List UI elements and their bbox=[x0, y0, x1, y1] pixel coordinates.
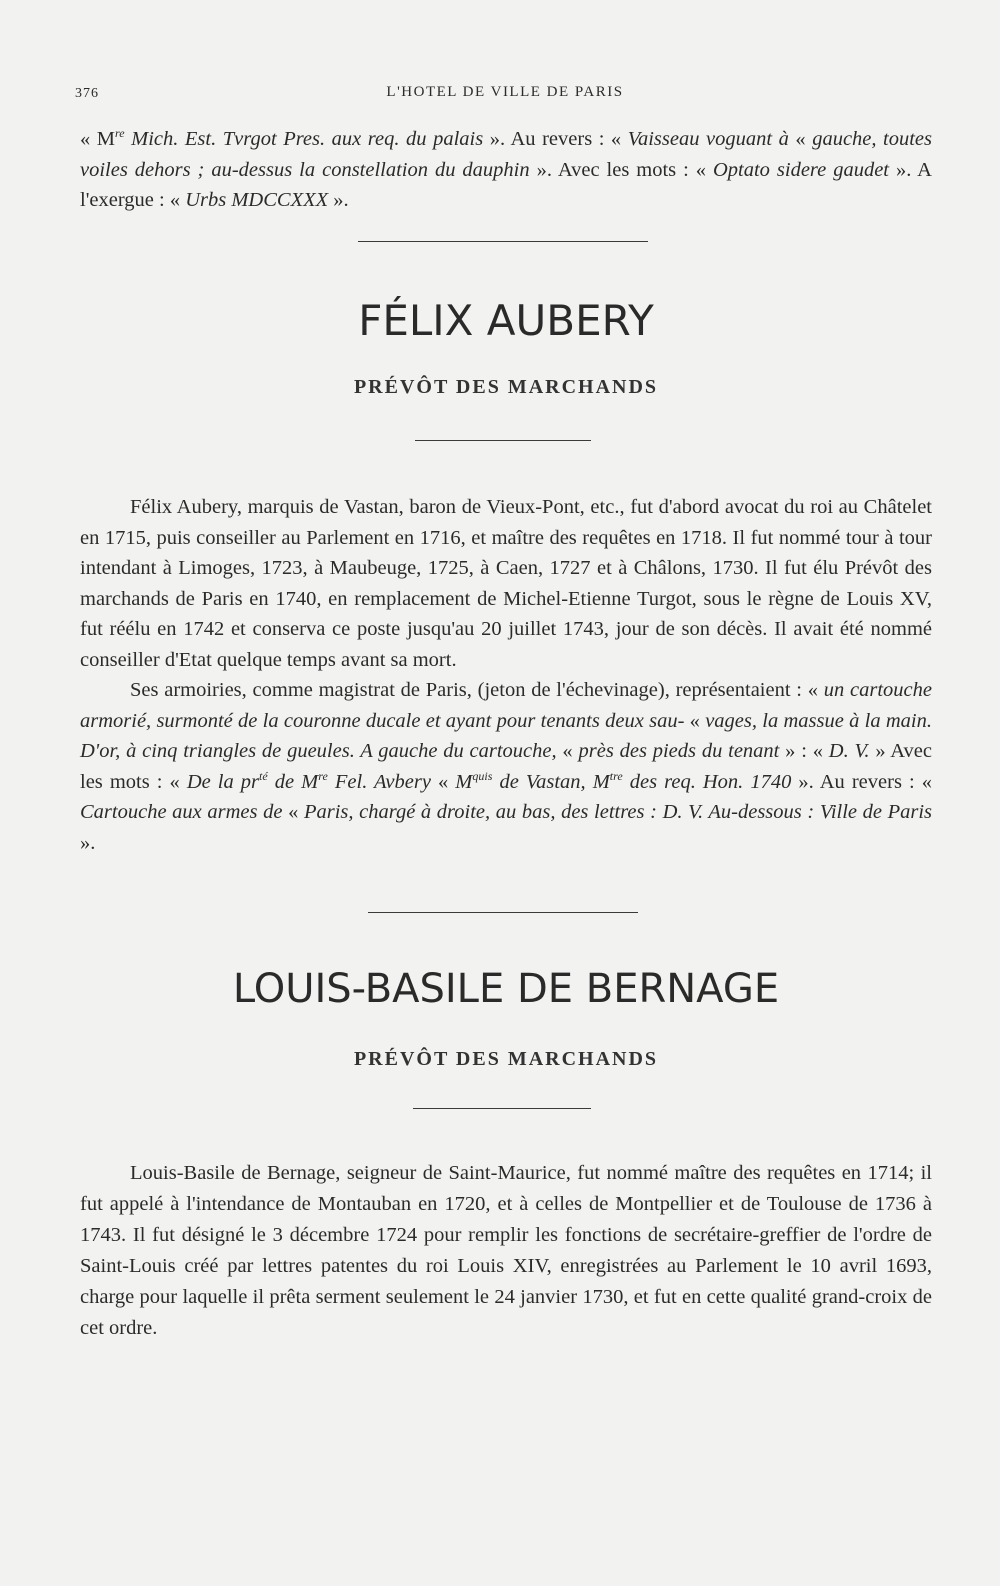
superscript: tre bbox=[609, 768, 623, 783]
paragraph-text: vages, la massue à la main. D'or, à cinq triangles de gueules. A gauche du cartouche, bbox=[80, 709, 933, 762]
section-subtitle: PRÉVÔT DES MARCHANDS bbox=[353, 376, 659, 398]
intro-text: « M bbox=[80, 128, 116, 150]
paragraph-text: Ses armoiries, comme magistrat de Paris, (jeton de l'échevinage), représentaient : « bbox=[130, 679, 824, 701]
intro-text: Optato sidere gaudet bbox=[712, 158, 889, 181]
paragraph: Louis-Basile de Bernage, seigneur de Saint-Maurice, fut nommé maître des requêtes en 1714; il fut appelé à l'intendance de Montauban en 1720, et à celles de Montpellier et de Toulouse de 1736 à 1743. Il fut désigné le 3 décembre 1724 pour remplir les fonctions de secrétaire-greffier de l'ordre de Saint-Louis créé par lettres patentes du roi Louis XIV, enregistrées au Parlement le 10 avril 1693, charge pour laquelle il prêta serment seulement le 24 janvier 1730, et fut en cette qualité grand-croix de cet ordre. bbox=[80, 1162, 932, 1339]
intro-text: ». A l'exergue : « bbox=[80, 158, 932, 211]
page-number: 376 bbox=[75, 86, 99, 101]
paragraph-text: « bbox=[430, 770, 456, 793]
paragraph-text: » Avec les mots : « bbox=[80, 740, 933, 793]
intro-text: Mich. Est. Tvrgot Pres. aux req. du palais bbox=[124, 128, 484, 150]
intro-text: gauche, toutes voiles dehors ; au-dessus la constellation du dauphin bbox=[80, 128, 933, 181]
running-title: L'HOTEL DE VILLE DE PARIS bbox=[386, 84, 624, 100]
intro-text: ». Avec les mots : bbox=[529, 158, 689, 181]
section1-body bbox=[80, 492, 932, 858]
section-divider bbox=[358, 241, 648, 242]
paragraph-text: » : « bbox=[779, 740, 829, 762]
paragraph-text: « bbox=[282, 801, 304, 823]
superscript: té bbox=[259, 768, 268, 783]
section-subtitle: PRÉVÔT DES MARCHANDS bbox=[353, 1048, 659, 1070]
paragraph: Félix Aubery, marquis de Vastan, baron de Vieux-Pont, etc., fut d'abord avocat du roi au Châtelet en 1715, puis conseiller au Parlement en 1716, et maître des requêtes en 1718. Il fut nommé tour à tour intendant à Limoges, 1723, à Maubeuge, 1725, à Caen, 1727 et à Châlons, 1730. Il fut élu Prévôt des marchands de Paris en 1740, en remplacement de Michel-Etienne Turgot, sous le règne de Louis XV, fut réélu en 1742 et conserva ce poste jusqu'au 20 juillet 1743, jour de son décès. Il avait été nommé conseiller d'Etat quelque temps avant sa mort. bbox=[80, 496, 932, 671]
paragraph-text: de Vastan, M bbox=[492, 770, 610, 793]
intro-text: Urbs MDCCXXX bbox=[185, 189, 329, 211]
paragraph-text: M bbox=[455, 770, 473, 793]
paragraph-text: un cartouche armorié, surmonté de la couronne ducale et ayant pour tenants deux sau- bbox=[80, 679, 932, 732]
paragraph-text: D. V. bbox=[828, 740, 870, 762]
paragraph-text: ». Au revers : « bbox=[791, 770, 932, 793]
intro-text: ». bbox=[328, 189, 349, 211]
paragraph-text: Cartouche aux armes de bbox=[80, 801, 283, 823]
subtitle-divider bbox=[415, 440, 591, 441]
section-title: LOUIS-BASILE DE BERNAGE bbox=[232, 966, 780, 1012]
paragraph-text: De la pr bbox=[186, 770, 260, 793]
superscript: re bbox=[318, 768, 328, 783]
superscript: re bbox=[115, 126, 125, 141]
paragraph-text: Fel. Avbery bbox=[327, 770, 431, 793]
paragraph bbox=[80, 675, 932, 858]
subtitle-divider bbox=[413, 1108, 591, 1109]
intro-text: Vaisseau voguant à bbox=[627, 128, 789, 150]
paragraph-text: des req. Hon. 1740 bbox=[622, 770, 792, 793]
intro-text: « bbox=[795, 128, 813, 150]
paragraph-text: près des pieds du tenant bbox=[578, 740, 780, 762]
running-head bbox=[75, 80, 935, 104]
section2-body bbox=[80, 1158, 932, 1344]
section-title: FÉLIX AUBERY bbox=[358, 296, 654, 345]
paragraph-text: « bbox=[556, 740, 579, 762]
superscript: quis bbox=[472, 768, 493, 783]
paragraph-text: ». bbox=[80, 831, 96, 854]
paragraph-text: de M bbox=[267, 770, 319, 793]
paragraph-text: Paris, chargé à droite, au bas, des lettres : D. V. Au-dessous : Ville de Paris bbox=[303, 801, 933, 823]
intro-text: « bbox=[695, 158, 713, 181]
section-divider bbox=[368, 912, 638, 913]
paragraph-text: « bbox=[684, 709, 706, 732]
intro-text: ». Au revers : « bbox=[483, 128, 628, 150]
intro-paragraph bbox=[80, 124, 932, 216]
